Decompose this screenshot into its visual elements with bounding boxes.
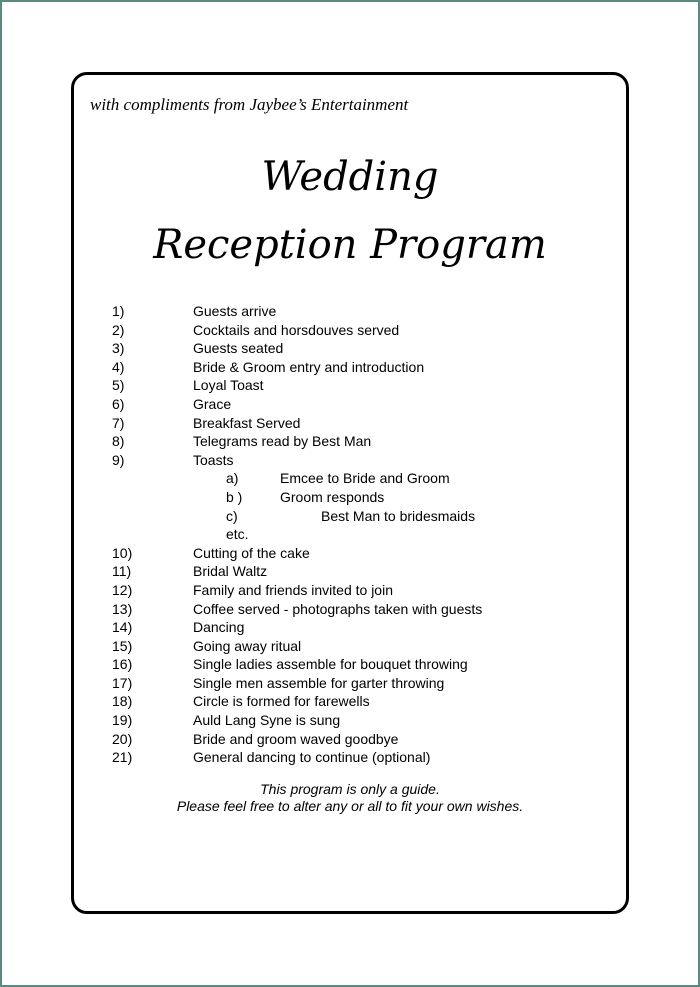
list-item xyxy=(74,395,626,414)
footer-line-1: This program is only a guide. xyxy=(260,781,440,797)
item-text: Single ladies assemble for bouquet throwing xyxy=(193,656,468,673)
item-number: 11) xyxy=(112,563,132,580)
item-number: 14) xyxy=(112,619,133,636)
list-item xyxy=(74,321,626,340)
sub-item-text: Best Man to bridesmaids xyxy=(321,507,476,524)
list-item xyxy=(74,655,626,674)
item-text: General dancing to continue (optional) xyxy=(193,749,431,766)
item-number: 2) xyxy=(112,321,125,338)
item-number: 21) xyxy=(112,749,133,766)
item-number: 19) xyxy=(112,712,133,729)
item-number: 5) xyxy=(112,377,125,394)
item-text: Telegrams read by Best Man xyxy=(193,433,372,450)
item-text: Single men assemble for garter throwing xyxy=(193,674,445,691)
item-number: 3) xyxy=(112,340,125,357)
title-wedding: Wedding xyxy=(261,154,439,200)
list-item xyxy=(74,618,626,637)
item-text: Going away ritual xyxy=(193,637,302,654)
list-item xyxy=(74,711,626,730)
item-text: Loyal Toast xyxy=(193,377,264,394)
item-text: Grace xyxy=(193,395,232,412)
sub-list-item xyxy=(74,488,626,507)
item-text: Guests arrive xyxy=(193,303,277,319)
list-item xyxy=(74,432,626,451)
item-number: 6) xyxy=(112,395,125,412)
title-reception-program: Reception Program xyxy=(153,222,547,268)
list-item xyxy=(74,339,626,358)
item-number: 4) xyxy=(112,358,125,375)
sub-item-text: Groom responds xyxy=(280,488,385,505)
item-text: Toasts xyxy=(193,451,234,468)
item-text: Family and friends invited to join xyxy=(193,581,393,598)
sub-list-item xyxy=(74,469,626,488)
item-text: Auld Lang Syne is sung xyxy=(193,712,341,729)
item-text: Breakfast Served xyxy=(193,414,301,431)
program-card xyxy=(71,72,629,914)
sub-list-item xyxy=(74,507,626,526)
sub-item-letter: a) xyxy=(226,470,239,487)
etc-text: etc. xyxy=(226,526,249,543)
item-number: 15) xyxy=(112,637,133,654)
item-text: Bridal Waltz xyxy=(193,563,268,580)
list-item xyxy=(74,414,626,433)
item-number: 17) xyxy=(112,674,133,691)
program-list xyxy=(74,302,626,767)
list-item xyxy=(74,748,626,767)
list-item xyxy=(74,600,626,619)
list-item xyxy=(74,692,626,711)
list-item xyxy=(74,730,626,749)
sub-item-text: Emcee to Bride and Groom xyxy=(280,470,450,487)
item-number: 8) xyxy=(112,433,125,450)
item-number: 12) xyxy=(112,581,133,598)
footer-line-2: Please feel free to alter any or all to fit your own wishes. xyxy=(176,798,524,814)
list-item xyxy=(74,562,626,581)
item-text: Guests seated xyxy=(193,340,284,357)
list-item xyxy=(74,674,626,693)
sub-item-letter: b ) xyxy=(226,488,243,505)
sub-list-etc xyxy=(74,525,626,544)
item-number: 10) xyxy=(112,544,133,561)
sub-item-letter: c) xyxy=(226,507,238,524)
item-number: 18) xyxy=(112,693,133,710)
item-text: Bride & Groom entry and introduction xyxy=(193,358,425,375)
item-number: 9) xyxy=(112,451,125,468)
footer-note xyxy=(74,781,626,815)
item-text: Cutting of the cake xyxy=(193,544,310,561)
item-number: 7) xyxy=(112,414,125,431)
list-item xyxy=(74,358,626,377)
item-number: 16) xyxy=(112,656,133,673)
item-number: 13) xyxy=(112,600,133,617)
item-text: Bride and groom waved goodbye xyxy=(193,730,399,747)
item-text: Coffee served - photographs taken with guests xyxy=(193,600,483,617)
item-number: 1) xyxy=(112,303,125,319)
list-item xyxy=(74,376,626,395)
item-text: Circle is formed for farewells xyxy=(193,693,370,710)
item-text: Dancing xyxy=(193,619,245,636)
compliments-line: with compliments from Jaybee’s Entertainment xyxy=(90,95,409,114)
list-item xyxy=(74,302,626,321)
list-item xyxy=(74,637,626,656)
item-text: Cocktails and horsdouves served xyxy=(193,321,400,338)
list-item xyxy=(74,544,626,563)
list-item xyxy=(74,451,626,470)
item-number: 20) xyxy=(112,730,133,747)
list-item xyxy=(74,581,626,600)
